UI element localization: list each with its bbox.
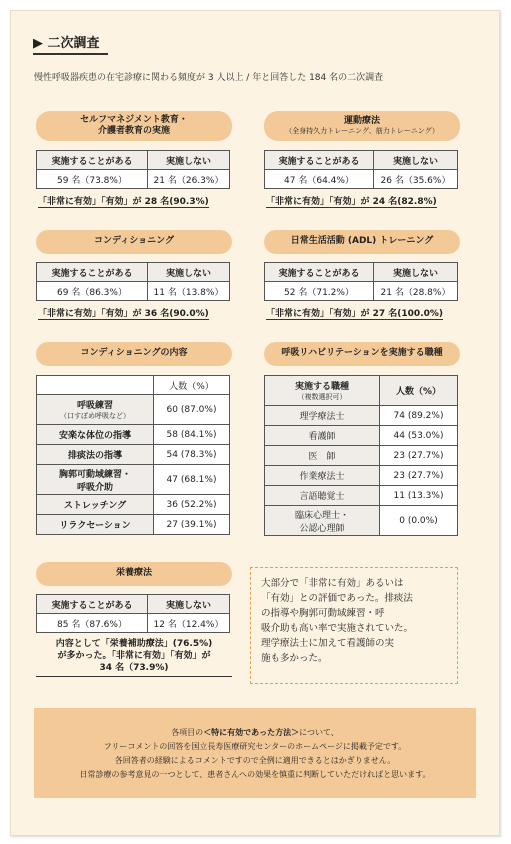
- self-mgmt-table: [36, 150, 230, 189]
- cond-content-title: コンディショニングの内容: [80, 348, 188, 359]
- conditioning-pill: [36, 230, 232, 254]
- note-line: 大部分で「非常に有効」あるいは: [261, 578, 404, 589]
- cond-content-pill: [36, 342, 232, 366]
- did-value: 59 名（73.8%）: [37, 170, 148, 189]
- footer-line-2: フリーコメントの回答を国立長寿医療研究センターのホームページに掲載予定です。: [103, 742, 407, 751]
- cond-content-table: [36, 375, 230, 535]
- didnt-value: 21 名（28.8%）: [374, 282, 458, 301]
- job-header-sub: （複数選択可）: [297, 393, 347, 401]
- note-line: の指導や胸郭可動域練習・呼: [261, 608, 385, 619]
- didnt-header: 実施しない: [374, 151, 458, 170]
- conditioning-title: コンディショニング: [94, 236, 174, 247]
- exercise-subtitle: （全身持久力トレーニング、筋力トレーニング）: [285, 127, 439, 136]
- section-title: ▶ 二次調査: [33, 32, 108, 55]
- self-mgmt-title-1: セルフマネジメント教育・: [80, 114, 188, 125]
- nutrition-pill: [36, 562, 232, 586]
- nutrition-summary: [36, 638, 232, 677]
- row-value: 23 (27.7%): [380, 466, 458, 486]
- note-line: 施も多かった。: [261, 653, 328, 664]
- did-header: 実施することがある: [37, 263, 148, 282]
- empty-header: [37, 376, 154, 395]
- footer-emphasis: ＜特に有効であった方法＞: [203, 728, 300, 737]
- conditioning-table: [36, 262, 230, 301]
- row-sublabel: （口すぼめ呼吸など）: [60, 412, 130, 420]
- footer-text: 各項目の: [171, 728, 204, 737]
- row-value: 58 (84.1%): [154, 425, 230, 445]
- nutrition-title: 栄養療法: [115, 568, 152, 579]
- footer-box: [34, 708, 476, 798]
- didnt-value: 11 名（13.8%）: [148, 282, 230, 301]
- didnt-header: 実施しない: [148, 151, 230, 170]
- row-label: 作業療法士: [265, 466, 380, 486]
- row-value: 44 (53.0%): [380, 426, 458, 446]
- did-value: 69 名（86.3%）: [37, 282, 148, 301]
- table-row-label: [37, 395, 154, 425]
- row-value: 11 (13.3%): [380, 486, 458, 506]
- row-value: 23 (27.7%): [380, 446, 458, 466]
- count-header: 人数（%）: [154, 376, 230, 395]
- footer-text: について、: [299, 728, 339, 737]
- didnt-value: 26 名（35.6%）: [374, 170, 458, 189]
- row-label: ストレッチング: [37, 495, 154, 515]
- adl-title: 日常生活活動 (ADL) トレーニング: [290, 236, 434, 247]
- row-label: 臨床心理士・: [294, 510, 349, 521]
- row-value: 36 (52.2%): [154, 495, 230, 515]
- row-label: 理学療法士: [265, 406, 380, 426]
- row-label: 安楽な体位の指導: [37, 425, 154, 445]
- nutrition-table: [36, 594, 230, 633]
- row-label: 言語聴覚士: [265, 486, 380, 506]
- job-header-label: 実施する職種: [294, 382, 349, 392]
- row-label-2: 公認心理師: [299, 523, 345, 534]
- didnt-header: 実施しない: [148, 595, 230, 614]
- nutrition-line-1: 内容として「栄養補助療法」(76.5%): [55, 639, 213, 649]
- row-label: 看護師: [265, 426, 380, 446]
- note-line: 理学療法士に加えて看護師の実: [261, 638, 395, 649]
- exercise-title: 運動療法: [343, 116, 380, 126]
- row-value: 74 (89.2%): [380, 406, 458, 426]
- nutrition-line-3: 34 名（73.9%): [99, 663, 169, 673]
- rehab-staff-title: 呼吸リハビリテーションを実施する職種: [281, 348, 443, 359]
- footer-line-3: 各回答者の経験によるコメントですので全例に適用できるとはかぎりません。: [114, 756, 396, 765]
- didnt-header: 実施しない: [374, 263, 458, 282]
- note-line: 吸介助も高い率で実施されていた。: [261, 623, 414, 634]
- exercise-pill: [264, 111, 460, 141]
- row-label-2: 呼吸介助: [76, 482, 113, 493]
- exercise-effective: 「非常に有効」「有効」が 24 名(82.8%): [266, 194, 437, 208]
- job-header: [265, 376, 380, 406]
- footer-line-4: 日常診療の参考意見の一つとして、患者さんへの効果を慎重に判断していただければと思います。: [79, 770, 431, 779]
- adl-pill: [264, 230, 460, 254]
- adl-table: [264, 262, 458, 301]
- table-row-label: [265, 506, 380, 536]
- table-row-label: [37, 465, 154, 495]
- row-label: 胸郭可動域練習・: [58, 469, 131, 480]
- footer-line-1: [44, 726, 466, 740]
- did-header: 実施することがある: [37, 151, 148, 170]
- did-value: 85 名（87.6%）: [37, 614, 148, 633]
- row-value: 60 (87.0%): [154, 395, 230, 425]
- did-value: 52 名（71.2%）: [265, 282, 374, 301]
- row-value: 47 (68.1%): [154, 465, 230, 495]
- row-label: リラクセーション: [37, 515, 154, 535]
- didnt-value: 21 名（26.3%）: [148, 170, 230, 189]
- rehab-staff-pill: [264, 342, 460, 366]
- row-value: 27 (39.1%): [154, 515, 230, 535]
- intro-text: 慢性呼吸器疾患の在宅診療に関わる頻度が 3 人以上 / 年と回答した 184 名の二次調査: [34, 73, 384, 83]
- self-mgmt-title-2: 介護者教育の実施: [97, 126, 170, 136]
- did-value: 47 名（64.4%）: [265, 170, 374, 189]
- row-label: 排痰法の指導: [37, 445, 154, 465]
- exercise-table: [264, 150, 458, 189]
- row-label: 呼吸練習: [76, 401, 113, 411]
- count-header: 人数（%）: [380, 376, 458, 406]
- row-value: 54 (78.3%): [154, 445, 230, 465]
- self-mgmt-pill: [36, 111, 232, 141]
- nutrition-line-2: が多かった。「非常に有効」「有効」が: [57, 651, 211, 661]
- did-header: 実施することがある: [265, 151, 374, 170]
- adl-effective: 「非常に有効」「有効」が 27 名(100.0%): [266, 306, 443, 320]
- did-header: 実施することがある: [265, 263, 374, 282]
- didnt-header: 実施しない: [148, 263, 230, 282]
- row-label: 医 師: [265, 446, 380, 466]
- did-header: 実施することがある: [37, 595, 148, 614]
- rehab-staff-table: [264, 375, 458, 536]
- row-value: 0 (0.0%): [380, 506, 458, 536]
- summary-note: [250, 567, 458, 684]
- self-mgmt-effective: 「非常に有効」「有効」が 28 名(90.3%): [38, 194, 209, 208]
- note-line: 「有効」との評価であった。排痰法: [261, 593, 413, 604]
- didnt-value: 12 名（12.4%）: [148, 614, 230, 633]
- conditioning-effective: 「非常に有効」「有効」が 36 名(90.0%): [38, 306, 209, 320]
